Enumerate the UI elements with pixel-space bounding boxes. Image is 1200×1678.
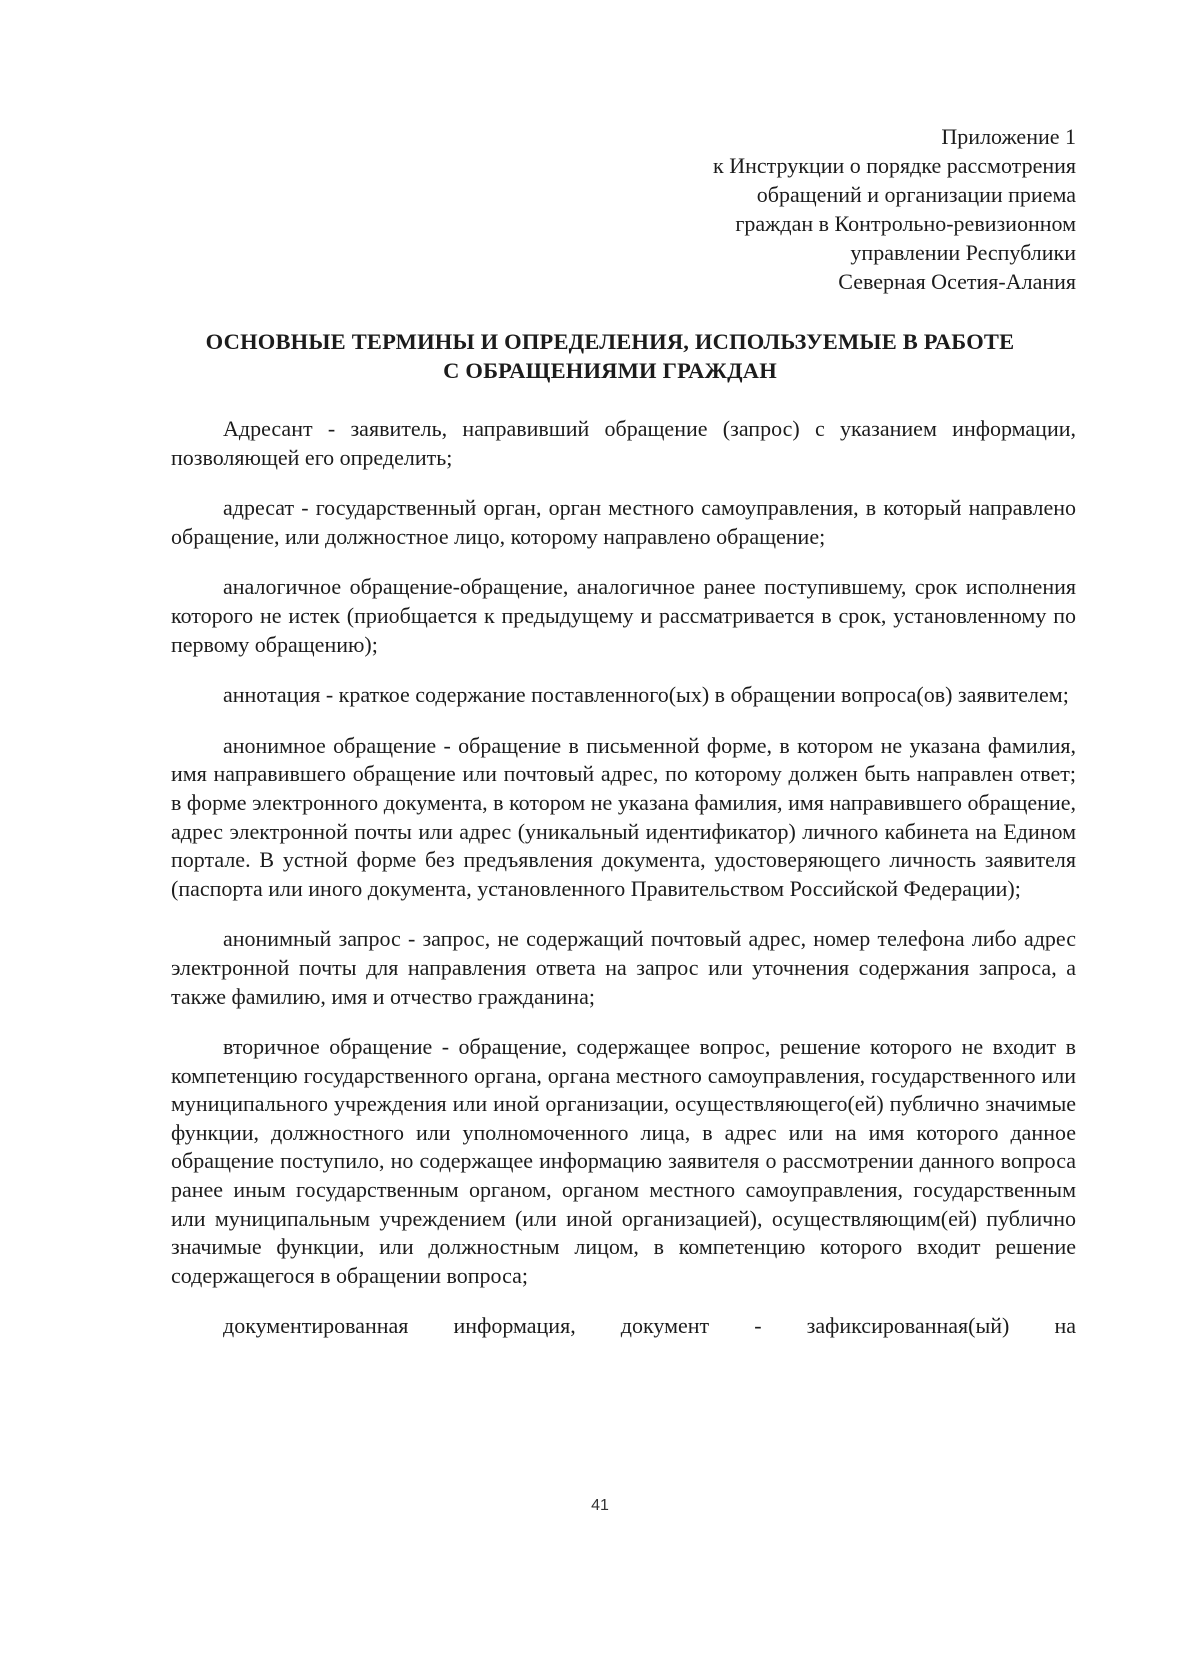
definition-paragraph: вторичное обращение - обращение, содержащее вопрос, решение которого не входит в компетенцию государственного органа, органа местного самоуправления, государственного или муниципального учреждения или иной организации, осуществляющего(ей) публично значимые функции, должностного или уполномоченного лица, в адрес или на имя которого данное обращение поступило, но содержащее информацию заявителя о рассмотрении данного вопроса ранее иным государственным органом, органом местного самоуправления, государственным или муниципальным учреждением (или иной организацией), осуществляющим(ей) публично значимые функции, или должностным лицом, в компетенцию которого входит решение содержащегося в обращении вопроса;	[171, 1034, 1076, 1288]
appendix-line: Приложение 1	[941, 124, 1076, 149]
definitions-list	[171, 415, 1076, 1341]
page-number: 41	[591, 1497, 609, 1514]
definition-paragraph: анонимное обращение - обращение в письменной форме, в котором не указана фамилия, имя направившего обращение или почтовый адрес, по которому должен быть направлен ответ; в форме электронного документа, в котором не указана фамилия, имя направившего обращение, адрес электронной почты или адрес (уникальный идентификатор) личного кабинета на Едином портале. В устной форме без предъявления документа, удостоверяющего личность заявителя (паспорта или иного документа, установленного Правительством Российской Федерации);	[171, 732, 1076, 901]
appendix-line: обращений и организации приема	[756, 182, 1076, 207]
definition-paragraph: аннотация - краткое содержание поставленного(ых) в обращении вопроса(ов) заявителем;	[223, 682, 1069, 708]
appendix-line: управлении Республики	[850, 240, 1076, 265]
title-line-2: С ОБРАЩЕНИЯМИ ГРАЖДАН	[443, 358, 777, 383]
appendix-reference	[476, 122, 1076, 296]
definition-paragraph: аналогичное обращение-обращение, аналогичное ранее поступившему, срок исполнения которого не истек (приобщается к предыдущему и рассматривается в срок, установленному по первому обращению);	[171, 574, 1076, 657]
appendix-line: граждан в Контрольно-ревизионном	[735, 211, 1076, 236]
appendix-line: Северная Осетия-Алания	[838, 269, 1076, 294]
definition-paragraph: адресат - государственный орган, орган местного самоуправления, в который направлено обращение, или должностное лицо, которому направлено обращение;	[171, 495, 1076, 549]
definition-paragraph: Адресант - заявитель, направивший обращение (запрос) с указанием информации, позволяющей его определить;	[171, 416, 1076, 470]
definition-paragraph-partial: документированная информация, документ - зафиксированная(ый) на	[223, 1313, 1076, 1339]
definition-paragraph: анонимный запрос - запрос, не содержащий почтовый адрес, номер телефона либо адрес электронной почты для направления ответа на запрос или уточнения содержания запроса, а также фамилию, имя и отчество гражданина;	[171, 926, 1076, 1009]
appendix-line: к Инструкции о порядке рассмотрения	[713, 153, 1076, 178]
title-line-1: ОСНОВНЫЕ ТЕРМИНЫ И ОПРЕДЕЛЕНИЯ, ИСПОЛЬЗУЕМЫЕ В РАБОТЕ	[205, 329, 1015, 354]
document-title	[140, 327, 1080, 385]
